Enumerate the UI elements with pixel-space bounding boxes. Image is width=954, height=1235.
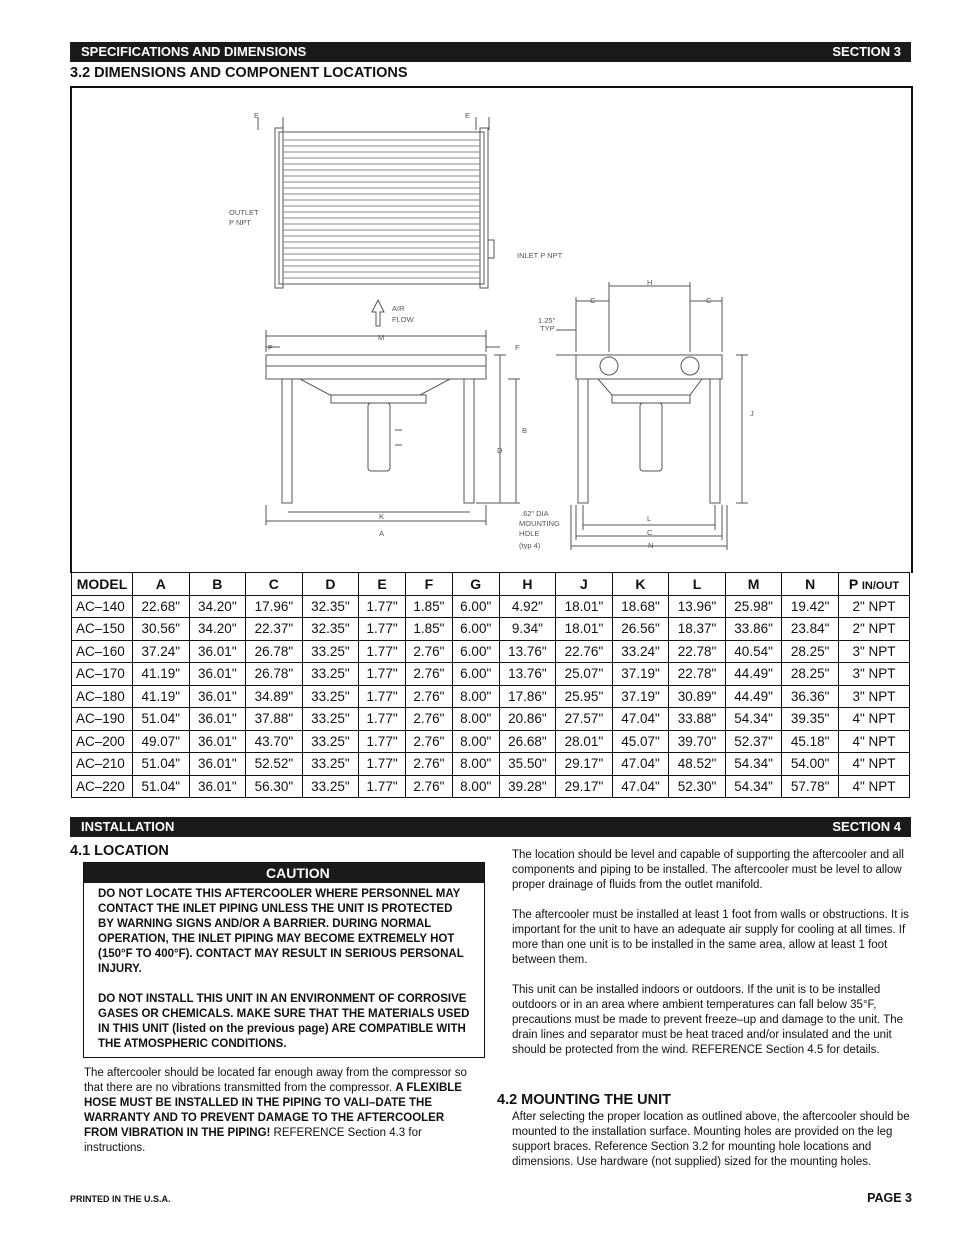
col-c: C <box>246 573 303 596</box>
table-cell: 28.25" <box>782 663 839 686</box>
table-cell: AC–180 <box>72 685 133 708</box>
table-cell: 1.77" <box>359 730 406 753</box>
table-cell: 27.57" <box>556 708 613 731</box>
table-cell: 13.76" <box>499 640 556 663</box>
table-cell: 37.88" <box>246 708 303 731</box>
mounting-title: 4.2 MOUNTING THE UNIT <box>497 1092 672 1108</box>
table-cell: 1.77" <box>359 618 406 641</box>
caution-text-2: DO NOT INSTALL THIS UNIT IN AN ENVIRONMENT OF CORROSIVE GASES OR CHEMICALS. MAKE SURE THAT THE MATERIALS USED IN THIS UNIT (listed on the previous page) ARE COMPATIBLE WITH THE ATMOSPHERIC CONDITIONS. <box>98 993 470 1050</box>
table-cell: 34.20" <box>189 618 246 641</box>
table-cell: 32.35" <box>302 595 359 618</box>
table-cell: 1.85" <box>406 618 453 641</box>
col-d: D <box>302 573 359 596</box>
table-cell: 22.76" <box>556 640 613 663</box>
table-cell: 1.77" <box>359 685 406 708</box>
table-cell: 29.17" <box>556 753 613 776</box>
table-cell: 49.07" <box>133 730 190 753</box>
table-cell: 37.19" <box>612 685 669 708</box>
side-view-body <box>576 355 722 379</box>
table-cell: 39.35" <box>782 708 839 731</box>
location-title: 4.1 LOCATION <box>70 843 169 859</box>
table-cell: 1.77" <box>359 640 406 663</box>
installation-header <box>70 817 911 837</box>
table-cell: 8.00" <box>452 708 499 731</box>
table-cell: 37.19" <box>612 663 669 686</box>
table-cell: 34.89" <box>246 685 303 708</box>
table-cell: 26.78" <box>246 640 303 663</box>
airflow-label-2: FLOW <box>392 315 414 324</box>
table-header-row <box>72 573 910 596</box>
col-j: J <box>556 573 613 596</box>
table-cell: 36.01" <box>189 708 246 731</box>
table-cell: 4" NPT <box>839 775 910 798</box>
table-row <box>72 595 910 618</box>
table-cell: 3" NPT <box>839 685 910 708</box>
table-cell: AC–200 <box>72 730 133 753</box>
location-note-warning: A FLEXIBLE HOSE MUST BE INSTALLED IN THE PIPING TO VALI–DATE THE WARRANTY AND TO PREVENT DAMAGE TO THE AFTERCOOLER FROM VIBRATION IN THE PIPING! <box>84 1082 462 1139</box>
table-cell: 36.36" <box>782 685 839 708</box>
table-cell: 33.25" <box>302 640 359 663</box>
table-cell: 33.25" <box>302 753 359 776</box>
table-cell: 47.04" <box>612 708 669 731</box>
hole-note-2: MOUNTING <box>519 519 560 528</box>
table-row <box>72 730 910 753</box>
table-cell: 2" NPT <box>839 618 910 641</box>
table-cell: 36.01" <box>189 730 246 753</box>
dimensions-table <box>71 572 910 798</box>
table-cell: 17.96" <box>246 595 303 618</box>
table-cell: 22.37" <box>246 618 303 641</box>
table-cell: 1.77" <box>359 663 406 686</box>
table-cell: 51.04" <box>133 775 190 798</box>
table-cell: 19.42" <box>782 595 839 618</box>
dim-label-a: A <box>379 529 385 538</box>
table-cell: 36.01" <box>189 775 246 798</box>
table-cell: 2.76" <box>406 685 453 708</box>
dim-label-b: B <box>522 426 528 435</box>
table-cell: 1.77" <box>359 775 406 798</box>
footer-printed: PRINTED IN THE U.S.A. <box>70 1194 171 1204</box>
table-cell: 22.78" <box>669 663 726 686</box>
location-note <box>84 1066 480 1156</box>
table-cell: 33.25" <box>302 708 359 731</box>
table-cell: 33.25" <box>302 663 359 686</box>
top-view-core <box>279 132 484 284</box>
hole-note-4: (typ 4) <box>519 541 541 550</box>
typ-label: TYP <box>540 324 555 333</box>
table-cell: 36.01" <box>189 663 246 686</box>
table-cell: AC–220 <box>72 775 133 798</box>
table-cell: 20.86" <box>499 708 556 731</box>
table-cell: 18.68" <box>612 595 669 618</box>
table-body <box>72 595 910 798</box>
location-note-a: The aftercooler should be located far enough away from the compressor so that there are no vibrations transmitted from the compressor. <box>84 1067 467 1094</box>
dim-label-e-right: E <box>465 111 471 120</box>
table-cell: 6.00" <box>452 663 499 686</box>
typ-dim: 1.25" <box>538 316 556 325</box>
dim-label-c: C <box>647 528 653 537</box>
table-cell: 9.34" <box>499 618 556 641</box>
dimension-drawing <box>0 0 954 575</box>
dim-label-n: N <box>648 541 654 550</box>
table-cell: 45.18" <box>782 730 839 753</box>
table-cell: 45.07" <box>612 730 669 753</box>
table-cell: 18.37" <box>669 618 726 641</box>
table-cell: 8.00" <box>452 730 499 753</box>
table-cell: 6.00" <box>452 618 499 641</box>
table-cell: 35.50" <box>499 753 556 776</box>
table-cell: 25.95" <box>556 685 613 708</box>
table-cell: 22.78" <box>669 640 726 663</box>
table-cell: 39.70" <box>669 730 726 753</box>
dim-label-f-right: F <box>515 343 520 352</box>
dim-label-e-left: E <box>254 111 260 120</box>
table-cell: 56.30" <box>246 775 303 798</box>
table-cell: 3" NPT <box>839 640 910 663</box>
table-cell: 33.25" <box>302 730 359 753</box>
table-row <box>72 618 910 641</box>
table-cell: 33.25" <box>302 775 359 798</box>
table-cell: 13.96" <box>669 595 726 618</box>
table-cell: 4.92" <box>499 595 556 618</box>
table-cell: 4" NPT <box>839 730 910 753</box>
table-cell: 2.76" <box>406 663 453 686</box>
table-cell: 40.54" <box>725 640 782 663</box>
outlet-label: OUTLET <box>229 208 259 217</box>
table-cell: AC–210 <box>72 753 133 776</box>
table-cell: 17.86" <box>499 685 556 708</box>
section-header-title: SPECIFICATIONS AND DIMENSIONS <box>81 44 307 59</box>
dim-label-f-left: F <box>268 343 273 352</box>
caution-text-1: DO NOT LOCATE THIS AFTERCOOLER WHERE PERSONNEL MAY CONTACT THE INLET PIPING UNLESS THE UNIT IS PROTECTED BY WARNING SIGNS AND/OR A BARRIER. DURING NORMAL OPERATION, THE INLET PIPING MAY BECOME EXTREMELY HOT (150°F TO 400°F). CONTACT MAY RESULT IN SERIOUS PERSONAL INJURY. <box>98 888 464 975</box>
table-cell: 52.30" <box>669 775 726 798</box>
dim-label-l: L <box>647 514 652 523</box>
table-cell: 36.01" <box>189 640 246 663</box>
table-cell: 54.00" <box>782 753 839 776</box>
table-cell: 51.04" <box>133 753 190 776</box>
table-cell: 48.52" <box>669 753 726 776</box>
table-cell: 57.78" <box>782 775 839 798</box>
table-cell: 4" NPT <box>839 753 910 776</box>
hole-note-3: HOLE <box>519 529 540 538</box>
table-cell: 47.04" <box>612 753 669 776</box>
col-p-suffix: IN/OUT <box>861 579 900 592</box>
dim-label-k: K <box>379 512 385 521</box>
table-cell: 32.35" <box>302 618 359 641</box>
col-a: A <box>133 573 190 596</box>
location-paragraph-3: This unit can be installed indoors or outdoors. If the unit is to be installed outdoors or in an area where ambient temperatures can fall below 35°F, precautions must be made to prevent freeze–up and damage to the unit. The drain lines and separator must be heat traced and/or insulated and the unit should be protected from the wind. REFERENCE Section 4.5 for details. <box>512 984 904 1056</box>
dim-label-d: D <box>497 446 503 455</box>
col-k: K <box>612 573 669 596</box>
table-cell: AC–190 <box>72 708 133 731</box>
table-cell: 37.24" <box>133 640 190 663</box>
table-cell: 25.07" <box>556 663 613 686</box>
table-cell: AC–170 <box>72 663 133 686</box>
dim-label-c-right: C <box>706 296 712 305</box>
table-cell: 54.34" <box>725 775 782 798</box>
table-cell: 8.00" <box>452 775 499 798</box>
table-cell: 2.76" <box>406 775 453 798</box>
table-cell: 33.86" <box>725 618 782 641</box>
table-row <box>72 685 910 708</box>
table-cell: 18.01" <box>556 595 613 618</box>
table-row <box>72 775 910 798</box>
table-cell: 34.20" <box>189 595 246 618</box>
table-cell: 8.00" <box>452 753 499 776</box>
table-cell: 13.76" <box>499 663 556 686</box>
col-b: B <box>189 573 246 596</box>
table-cell: 23.84" <box>782 618 839 641</box>
table-cell: AC–150 <box>72 618 133 641</box>
table-cell: 22.68" <box>133 595 190 618</box>
table-cell: 1.85" <box>406 595 453 618</box>
table-cell: 52.52" <box>246 753 303 776</box>
table-cell: 2.76" <box>406 753 453 776</box>
dim-label-j: J <box>750 409 754 418</box>
table-cell: 29.17" <box>556 775 613 798</box>
table-cell: 33.88" <box>669 708 726 731</box>
table-cell: 44.49" <box>725 685 782 708</box>
outlet-size: P NPT <box>229 218 251 227</box>
table-cell: 54.34" <box>725 753 782 776</box>
mounting-text: After selecting the proper location as outlined above, the aftercooler should be mounted to the installation surface. Mounting holes are provided on the leg support braces. Reference Section 3.2 for mounting hole locations and dimensions. Use hardware (not supplied) sized for the mounting holes. <box>512 1111 910 1168</box>
col-e: E <box>359 573 406 596</box>
table-cell: 47.04" <box>612 775 669 798</box>
hole-note-1: .62" DIA <box>521 509 549 518</box>
table-cell: 25.98" <box>725 595 782 618</box>
table-cell: 44.49" <box>725 663 782 686</box>
table-cell: 54.34" <box>725 708 782 731</box>
table-cell: 1.77" <box>359 708 406 731</box>
col-l: L <box>669 573 726 596</box>
caution-title: CAUTION <box>84 863 484 883</box>
col-m: M <box>725 573 782 596</box>
table-cell: 3" NPT <box>839 663 910 686</box>
location-note-c: REFERENCE Section 4.3 for instructions. <box>84 1127 422 1154</box>
table-cell: AC–160 <box>72 640 133 663</box>
dim-label-c-left: C <box>590 296 596 305</box>
table-cell: 36.01" <box>189 685 246 708</box>
table-cell: 30.89" <box>669 685 726 708</box>
table-cell: 30.56" <box>133 618 190 641</box>
section-title: 3.2 DIMENSIONS AND COMPONENT LOCATIONS <box>70 65 408 81</box>
table-row <box>72 663 910 686</box>
table-cell: 36.01" <box>189 753 246 776</box>
table-cell: 51.04" <box>133 708 190 731</box>
location-paragraph-1: The location should be level and capable of supporting the aftercooler and all components and piping to be installed. The aftercooler must be level to allow proper drainage of fluids from the outlet manifold. <box>512 849 904 891</box>
table-cell: 33.25" <box>302 685 359 708</box>
inlet-label: INLET P NPT <box>517 251 563 260</box>
col-f: F <box>406 573 453 596</box>
table-row <box>72 640 910 663</box>
table-row <box>72 708 910 731</box>
location-paragraphs <box>512 848 912 1073</box>
table-cell: 33.24" <box>612 640 669 663</box>
col-n: N <box>782 573 839 596</box>
col-h: H <box>499 573 556 596</box>
location-paragraph-2: The aftercooler must be installed at least 1 foot from walls or obstructions. It is important for the unit to have an adequate air supply for cooling at all times. If more than one unit is to be installed in the same area, allow at least 1 foot between them. <box>512 909 909 966</box>
table-cell: 2.76" <box>406 708 453 731</box>
table-cell: 8.00" <box>452 685 499 708</box>
col-g: G <box>452 573 499 596</box>
table-cell: 1.77" <box>359 753 406 776</box>
table-cell: AC–140 <box>72 595 133 618</box>
table-cell: 41.19" <box>133 685 190 708</box>
section-header-number: SECTION 3 <box>832 44 901 59</box>
table-cell: 26.78" <box>246 663 303 686</box>
airflow-label: AIR <box>392 304 405 313</box>
table-cell: 4" NPT <box>839 708 910 731</box>
table-cell: 26.68" <box>499 730 556 753</box>
table-cell: 2" NPT <box>839 595 910 618</box>
table-cell: 1.77" <box>359 595 406 618</box>
table-cell: 28.01" <box>556 730 613 753</box>
dim-label-h: H <box>647 278 653 287</box>
dim-label-m: M <box>378 333 385 342</box>
table-cell: 2.76" <box>406 730 453 753</box>
table-cell: 52.37" <box>725 730 782 753</box>
table-cell: 43.70" <box>246 730 303 753</box>
table-cell: 26.56" <box>612 618 669 641</box>
core-fins <box>283 140 480 278</box>
col-p <box>839 573 910 596</box>
table-cell: 6.00" <box>452 595 499 618</box>
table-cell: 6.00" <box>452 640 499 663</box>
installation-header-number: SECTION 4 <box>832 819 901 834</box>
table-cell: 18.01" <box>556 618 613 641</box>
col-p-label: P <box>848 575 858 592</box>
table-cell: 2.76" <box>406 640 453 663</box>
installation-header-title: INSTALLATION <box>81 819 175 834</box>
col-model: MODEL <box>72 573 133 596</box>
table-cell: 41.19" <box>133 663 190 686</box>
table-cell: 28.25" <box>782 640 839 663</box>
table-row <box>72 753 910 776</box>
table-cell: 39.28" <box>499 775 556 798</box>
footer-page: PAGE 3 <box>867 1191 912 1205</box>
caution-box <box>83 862 485 1058</box>
front-view-body <box>266 355 486 379</box>
